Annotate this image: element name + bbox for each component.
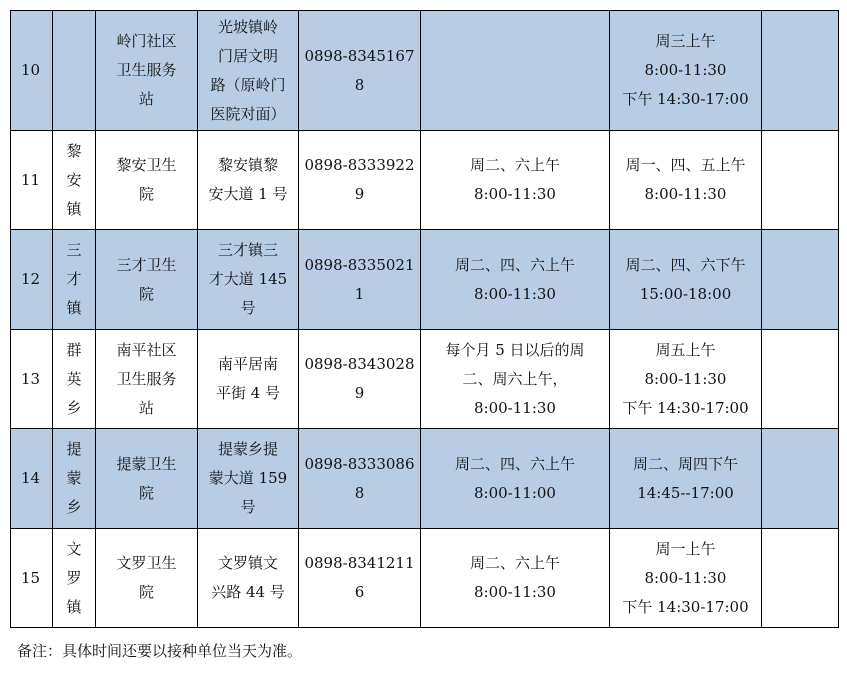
schedule-a-cell: [421, 11, 610, 131]
schedule-a-line: 8:00-11:00: [474, 483, 556, 502]
remarks-cell: [762, 330, 839, 429]
address-line: 号: [240, 299, 256, 317]
clinic-name-line: 卫生服务: [116, 61, 177, 79]
schedule-b-cell: [610, 131, 762, 230]
phone-line: 0898-8345167: [304, 46, 415, 65]
remarks-cell: [762, 429, 839, 529]
schedule-a-cell: [421, 330, 610, 429]
town-line: 才: [66, 270, 82, 288]
table-row: [11, 11, 839, 131]
phone-cell: [299, 529, 421, 628]
schedule-b-line: 8:00-11:30: [644, 61, 727, 79]
address-line: 兴路 44 号: [211, 583, 285, 601]
schedule-b-line: 下午 14:30-17:00: [622, 398, 749, 417]
address-line: 医院对面）: [210, 104, 286, 123]
table-row: [11, 330, 839, 429]
row-number: 14: [11, 429, 53, 529]
schedule-b-line: 周五上午: [655, 340, 716, 359]
address-line: 蒙大道 159: [208, 469, 288, 487]
schedule-b-line: 周三上午: [655, 32, 716, 50]
row-number: 10: [11, 11, 53, 131]
schedule-b-cell: [610, 230, 762, 330]
phone-cell: [299, 330, 421, 429]
address-line: 安大道 1 号: [208, 185, 288, 203]
schedule-a-line: 周二、四、六上午: [454, 454, 575, 473]
table-row: [11, 429, 839, 529]
remarks-cell: [762, 529, 839, 628]
clinic-name-line: 南平社区: [116, 340, 177, 359]
address-cell: [198, 131, 299, 230]
phone-line: 0898-8335021: [304, 255, 415, 274]
schedule-a-line: 8:00-11:30: [474, 284, 556, 303]
phone-cell: [299, 429, 421, 529]
town-line: 英: [66, 369, 82, 388]
town-cell: [53, 131, 96, 230]
table-row: [11, 230, 839, 330]
schedule-b-line: 8:00-11:30: [644, 369, 727, 388]
schedule-b-line: 15:00-18:00: [639, 284, 732, 303]
town-line: 镇: [66, 199, 82, 218]
schedule-a-line: 周二、六上午: [469, 156, 560, 174]
address-cell: [198, 230, 299, 330]
clinic-name-line: 站: [138, 90, 154, 108]
remarks-cell: [762, 230, 839, 330]
table-row: [11, 131, 839, 230]
clinic-name-line: 三才卫生: [116, 255, 177, 274]
town-line: 黎: [66, 141, 82, 160]
schedule-b-line: 下午 14:30-17:00: [622, 597, 749, 616]
phone-line: 0898-8333086: [304, 454, 415, 473]
phone-line: 6: [354, 583, 365, 601]
phone-line: 9: [354, 384, 365, 402]
phone-line: 9: [354, 185, 365, 203]
schedule-a-cell: [421, 131, 610, 230]
town-line: 镇: [66, 299, 82, 317]
phone-line: 1: [354, 284, 365, 303]
remarks-cell: [762, 11, 839, 131]
schedule-a-cell: [421, 429, 610, 529]
address-line: 提蒙乡提: [217, 440, 278, 458]
phone-line: 0898-8333922: [304, 156, 415, 174]
phone-cell: [299, 131, 421, 230]
schedule-b-line: 8:00-11:30: [644, 568, 727, 587]
clinic-name-line: 文罗卫生: [116, 554, 177, 572]
town-cell: [53, 230, 96, 330]
clinic-name-line: 提蒙卫生: [116, 454, 177, 473]
schedule-a-line: 8:00-11:30: [474, 583, 556, 601]
phone-cell: [299, 230, 421, 330]
phone-cell: [299, 11, 421, 131]
address-cell: [198, 529, 299, 628]
clinic-name-cell: [96, 131, 198, 230]
schedule-b-line: 周二、四、六下午: [625, 255, 746, 274]
vaccination-schedule-table: [10, 10, 839, 628]
town-cell: [53, 529, 96, 628]
address-line: 平街 4 号: [215, 384, 281, 402]
address-cell: [198, 330, 299, 429]
address-cell: [198, 429, 299, 529]
town-line: 蒙: [66, 469, 82, 487]
footnote: 备注：具体时间还要以接种单位当天为准。: [17, 642, 303, 660]
clinic-name-line: 院: [138, 284, 154, 303]
schedule-b-line: 周一、四、五上午: [625, 156, 746, 174]
remarks-cell: [762, 131, 839, 230]
address-cell: [198, 11, 299, 131]
phone-line: 0898-8341211: [304, 554, 415, 572]
address-line: 才大道 145: [208, 270, 288, 288]
table-body: [11, 11, 839, 628]
address-line: 三才镇三: [217, 241, 278, 259]
address-line: 文罗镇文: [217, 554, 278, 572]
clinic-name-line: 院: [138, 483, 154, 502]
clinic-name-cell: [96, 11, 198, 131]
address-line: 光坡镇岭: [217, 17, 278, 36]
town-line: 安: [66, 170, 82, 189]
schedule-b-line: 8:00-11:30: [644, 185, 727, 203]
table-row: [11, 529, 839, 628]
phone-line: 8: [354, 75, 365, 94]
schedule-b-cell: [610, 529, 762, 628]
clinic-name-cell: [96, 529, 198, 628]
phone-line: 0898-8343028: [304, 355, 415, 373]
town-line: 镇: [66, 597, 82, 616]
schedule-b-cell: [610, 429, 762, 529]
schedule-a-line: 二、周六上午，: [462, 369, 568, 388]
clinic-name-line: 院: [138, 185, 154, 203]
town-line: 三: [66, 241, 82, 259]
clinic-name-line: 黎安卫生: [116, 156, 177, 174]
schedule-a-line: 8:00-11:30: [474, 398, 556, 417]
town-line: 乡: [66, 498, 82, 516]
schedule-a-cell: [421, 529, 610, 628]
schedule-b-cell: [610, 330, 762, 429]
row-number: 12: [11, 230, 53, 330]
town-line: 群: [66, 340, 82, 359]
schedule-b-line: 周一上午: [655, 539, 716, 558]
clinic-name-cell: [96, 429, 198, 529]
schedule-a-line: 8:00-11:30: [474, 185, 556, 203]
address-line: 门居文明: [217, 46, 278, 65]
clinic-name-line: 站: [138, 398, 154, 417]
schedule-a-cell: [421, 230, 610, 330]
schedule-b-line: 14:45--17:00: [637, 483, 734, 502]
address-line: 路（原岭门: [210, 75, 286, 94]
town-cell: [53, 11, 96, 131]
row-number: 15: [11, 529, 53, 628]
address-line: 号: [240, 498, 256, 516]
address-line: 南平居南: [217, 355, 278, 373]
schedule-a-line: 周二、四、六上午: [454, 255, 575, 274]
row-number: 11: [11, 131, 53, 230]
schedule-b-line: 周二、周四下午: [632, 454, 738, 473]
town-line: 文: [66, 539, 82, 558]
town-line: 提: [66, 440, 82, 458]
town-line: 罗: [66, 568, 82, 587]
town-cell: [53, 429, 96, 529]
row-number: 13: [11, 330, 53, 429]
schedule-a-line: 每个月 5 日以后的周: [445, 340, 585, 359]
clinic-name-line: 岭门社区: [116, 32, 177, 50]
schedule-b-line: 下午 14:30-17:00: [622, 90, 749, 108]
address-line: 黎安镇黎: [217, 156, 278, 174]
clinic-name-cell: [96, 330, 198, 429]
clinic-name-cell: [96, 230, 198, 330]
schedule-b-cell: [610, 11, 762, 131]
clinic-name-line: 卫生服务: [116, 369, 177, 388]
clinic-name-line: 院: [138, 583, 154, 601]
town-line: 乡: [66, 398, 82, 417]
town-cell: [53, 330, 96, 429]
schedule-a-line: 周二、六上午: [469, 554, 560, 572]
phone-line: 8: [354, 483, 365, 502]
